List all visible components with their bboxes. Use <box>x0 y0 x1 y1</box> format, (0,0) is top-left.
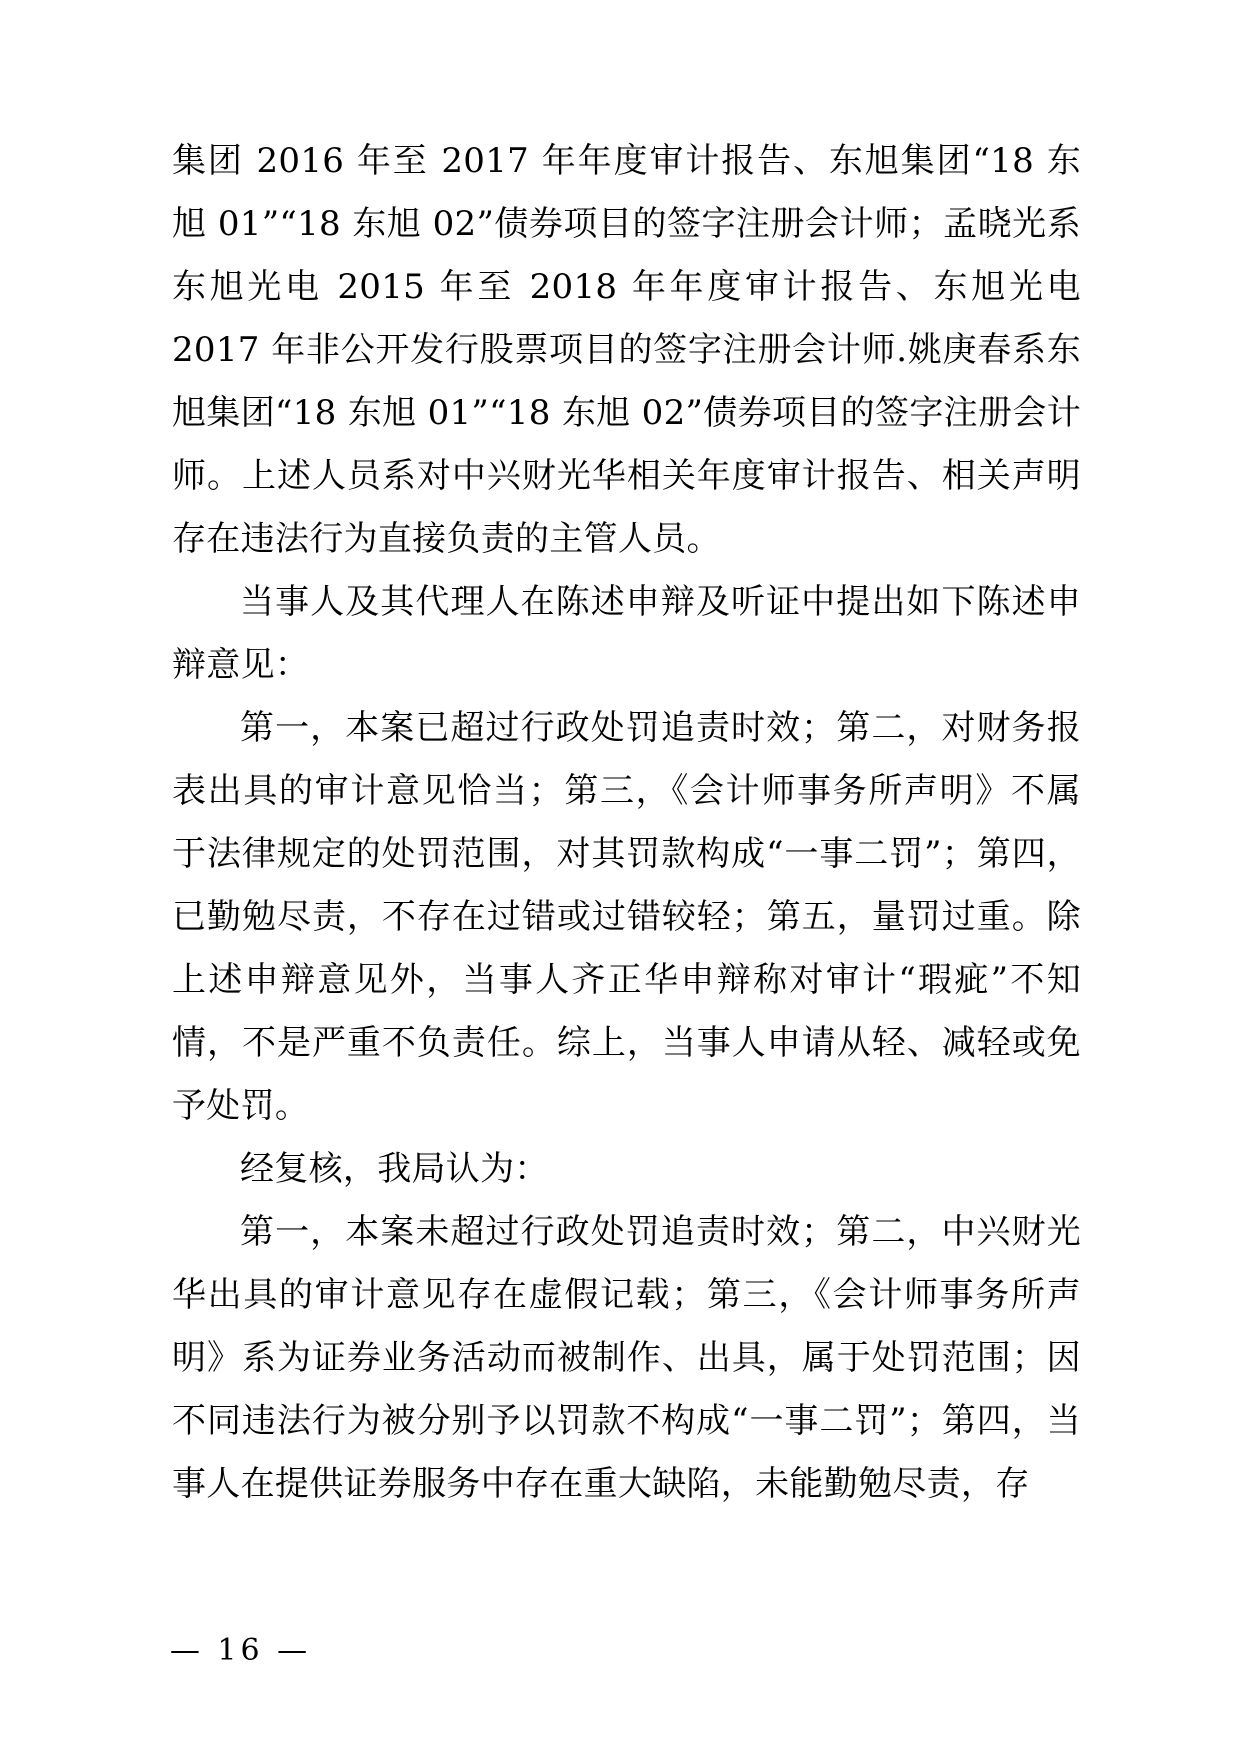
paragraph-review-findings: 第一，本案未超过行政处罚追责时效；第二，中兴财光华出具的审计意见存在虚假记载；第三，《会计师事务所声明》系为证券业务活动而被制作、出具，属于处罚范围；因不同违法行为被分别予以罚款不构成“一事二罚”；第四，当事人在提供证券服务中存在重大缺陷，未能勤勉尽责，存 <box>172 1212 1081 1504</box>
document-body <box>172 130 1081 1516</box>
paragraph-statement-intro: 当事人及其代理人在陈述申辩及听证中提出如下陈述申辩意见： <box>172 582 1081 685</box>
paragraph-defense-opinions: 第一，本案已超过行政处罚追责时效；第二，对财务报表出具的审计意见恰当；第三，《会计师事务所声明》不属于法律规定的处罚范围，对其罚款构成“一事二罚”；第四，已勤勉尽责，不存在过错或过错较轻；第五，量罚过重。除上述申辩意见外，当事人齐正华申辩称对审计“瑕疵”不知情，不是严重不负责任。综上，当事人申请从轻、减轻或免予处罚。 <box>172 708 1081 1126</box>
paragraph-review-intro: 经复核，我局认为： <box>240 1149 549 1189</box>
paragraph-continuation: 集团 2016 年至 2017 年年度审计报告、东旭集团“18 东旭 01”“18 东旭 02”债券项目的签字注册会计师；孟晓光系东旭光电 2015 年至 2018 年年度审计报告、东旭光电 2017 年非公开发行股票项目的签字注册会计师.姚庚春系东旭集团“18 东旭 01”“18 东旭 02”债券项目的签字注册会计师。上述人员系对中兴财光华相关年度审计报告、相关声明存在违法行为直接负责的主管人员。 <box>172 141 1081 559</box>
page-number: — 16 — <box>169 1633 312 1668</box>
